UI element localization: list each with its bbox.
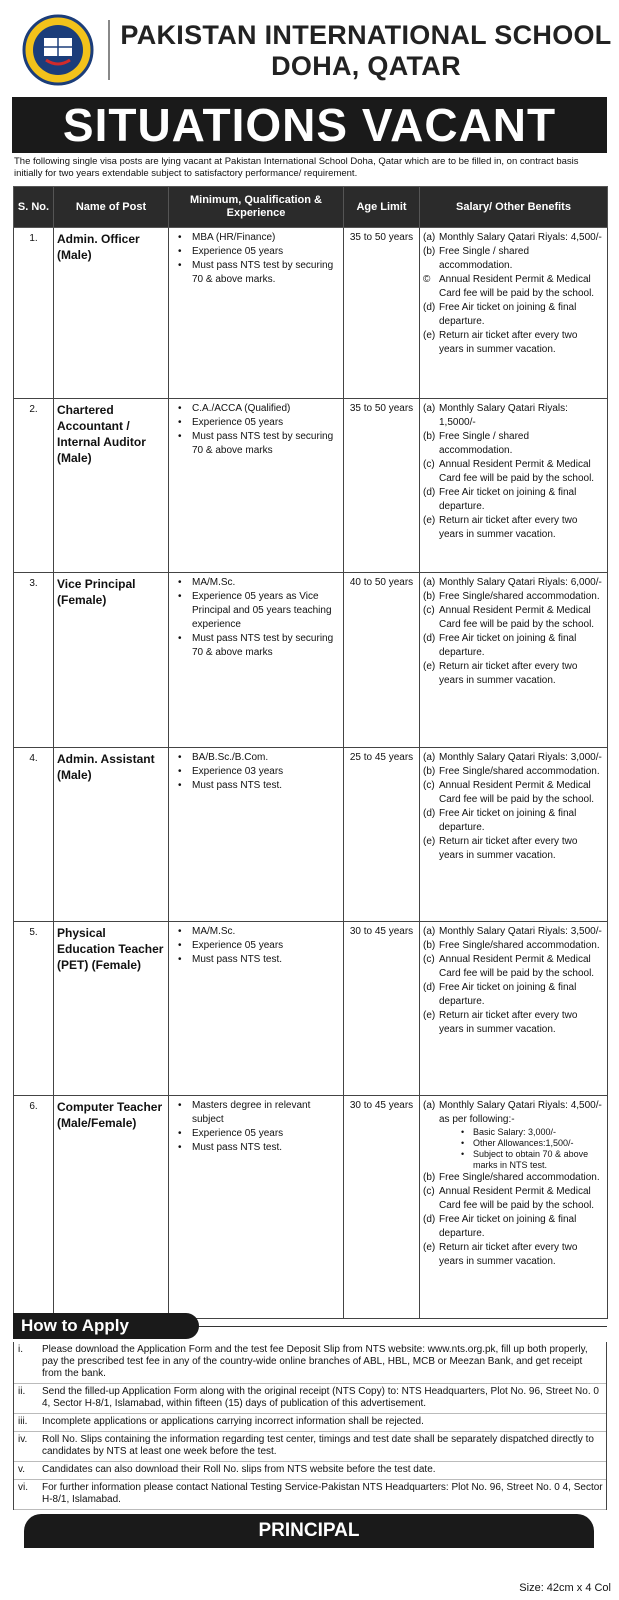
benefit-text — [439, 1213, 604, 1241]
header-divider — [108, 20, 110, 80]
header-salary: Salary/ Other Benefits — [420, 187, 608, 228]
apply-step — [14, 1384, 606, 1414]
qualification-item: • Must pass NTS test by securing 70 & above marks — [172, 632, 340, 660]
qualification-item: • Must pass NTS test by securing 70 & above marks. — [172, 259, 340, 287]
row-sno: 2. — [14, 399, 54, 573]
header — [0, 0, 619, 96]
school-name-line1: PAKISTAN INTERNATIONAL SCHOOL — [120, 20, 612, 50]
row-post-name: Vice Principal (Female) — [54, 573, 169, 748]
benefit-item — [423, 301, 604, 329]
table-row — [14, 573, 608, 748]
qualification-list — [172, 1099, 340, 1155]
benefit-text-content: Free Air ticket on joining & final departure. — [439, 302, 577, 327]
benefit-text-content: Free Air ticket on joining & final departure. — [439, 982, 577, 1007]
row-age-limit: 35 to 50 years — [344, 228, 420, 399]
benefit-text — [439, 430, 604, 458]
benefit-text — [439, 590, 604, 604]
benefit-text — [439, 660, 604, 688]
benefit-item — [423, 751, 604, 765]
situations-vacant-banner: SITUATIONS VACANT — [12, 97, 607, 153]
benefit-text — [439, 231, 604, 245]
benefit-text — [439, 1009, 604, 1037]
salary-breakdown-item: • Subject to obtain 70 & above marks in NTS test. — [457, 1149, 604, 1171]
qualification-item: • Masters degree in relevant subject — [172, 1099, 340, 1127]
how-to-apply-steps — [13, 1342, 607, 1510]
benefit-text — [439, 604, 604, 632]
benefit-label: (c) — [423, 605, 435, 616]
benefit-label: (b) — [423, 766, 436, 777]
qualification-item: • BA/B.Sc./B.Com. — [172, 751, 340, 765]
benefit-label: (d) — [423, 1214, 436, 1225]
benefit-item — [423, 402, 604, 430]
benefit-text — [439, 458, 604, 486]
qualification-item: • Experience 05 years — [172, 245, 340, 259]
apply-step-text: Send the filled-up Application Form along with the original receipt (NTS Copy) to: NTS Headquarters, Plot No. 96, Street No. 0 4, Sector H-8/1, Islamabad, within fifteen (15) days of publication of this advertisement. — [42, 1386, 599, 1409]
benefit-text — [439, 632, 604, 660]
benefit-text-content: Free Single/shared accommodation. — [439, 591, 600, 602]
row-benefits — [420, 1096, 608, 1319]
benefit-text — [439, 245, 604, 273]
qualification-item: • MBA (HR/Finance) — [172, 231, 340, 245]
benefit-text-content: Free Single / shared accommodation. — [439, 246, 530, 271]
benefit-text-content: Return air ticket after every two years in summer vacation. — [439, 1010, 578, 1035]
benefit-item — [423, 765, 604, 779]
benefit-label: (a) — [423, 232, 436, 243]
qualification-item: • MA/M.Sc. — [172, 925, 340, 939]
benefit-text-content: Annual Resident Permit & Medical Card fee will be paid by the school. — [439, 1186, 595, 1211]
benefit-label: (b) — [423, 1172, 436, 1183]
salary-breakdown-item: • Other Allowances:1,500/- — [457, 1138, 604, 1149]
apply-step-text: Incomplete applications or applications carrying incorrect information shall be rejected. — [42, 1416, 424, 1427]
row-age-limit: 40 to 50 years — [344, 573, 420, 748]
benefit-label: (d) — [423, 633, 436, 644]
school-name — [116, 20, 616, 82]
benefit-text-content: Free Air ticket on joining & final departure. — [439, 487, 577, 512]
qualification-list — [172, 402, 340, 458]
benefit-text-content: Free Single/shared accommodation. — [439, 766, 600, 777]
table-row — [14, 1096, 608, 1319]
how-to-apply-header — [13, 1313, 607, 1339]
qualification-list — [172, 751, 340, 793]
benefit-label: (a) — [423, 1100, 436, 1111]
benefit-item — [423, 660, 604, 688]
row-qualifications — [169, 228, 344, 399]
benefit-text-content: Return air ticket after every two years in summer vacation. — [439, 836, 578, 861]
benefit-label: (b) — [423, 940, 436, 951]
benefit-text-content: Return air ticket after every two years in summer vacation. — [439, 1242, 578, 1267]
apply-step-text: Please download the Application Form and the test fee Deposit Slip from NTS website: www.nts.org.pk, fill up both properly, pay the prescribed test fee in any of the country-wide online branches of ABL, HBL, MCB or Meezan Bank, and get receipt from the bank. — [42, 1344, 588, 1379]
benefit-item — [423, 981, 604, 1009]
row-post-name: Admin. Assistant (Male) — [54, 748, 169, 922]
apply-step-text: Roll No. Slips containing the information regarding test center, timings and test date shall be separately dispatched directly to candidates by NTS at least one week before the test. — [42, 1434, 594, 1457]
benefit-text-content: Return air ticket after every two years in summer vacation. — [439, 330, 578, 355]
benefit-label: (d) — [423, 982, 436, 993]
benefit-text-content: Return air ticket after every two years in summer vacation. — [439, 515, 578, 540]
benefit-item — [423, 632, 604, 660]
benefit-text-content: Monthly Salary Qatari Riyals: 4,500/- as per following:- — [439, 1100, 602, 1125]
benefit-text-content: Annual Resident Permit & Medical Card fee will be paid by the school. — [439, 954, 595, 979]
row-benefits — [420, 573, 608, 748]
row-post-name: Physical Education Teacher (PET) (Female) — [54, 922, 169, 1096]
benefit-text — [439, 925, 604, 939]
benefit-item — [423, 273, 604, 301]
benefit-text-content: Monthly Salary Qatari Riyals: 3,000/- — [439, 752, 602, 763]
benefit-label: (b) — [423, 591, 436, 602]
apply-step — [14, 1480, 606, 1510]
row-sno: 1. — [14, 228, 54, 399]
qualification-item: • Experience 05 years as Vice Principal and 05 years teaching experience — [172, 590, 340, 632]
qualification-item: • C.A./ACCA (Qualified) — [172, 402, 340, 416]
qualification-list — [172, 925, 340, 967]
table-row — [14, 399, 608, 573]
school-crest-logo — [22, 14, 94, 86]
benefit-text — [439, 329, 604, 357]
row-post-name: Chartered Accountant / Internal Auditor (Male) — [54, 399, 169, 573]
qualification-item: • MA/M.Sc. — [172, 576, 340, 590]
row-benefits — [420, 748, 608, 922]
row-qualifications — [169, 573, 344, 748]
benefit-label: (a) — [423, 577, 436, 588]
benefit-label: (e) — [423, 330, 436, 341]
benefit-item — [423, 458, 604, 486]
benefit-text-content: Free Single/shared accommodation. — [439, 940, 600, 951]
benefit-item — [423, 590, 604, 604]
benefit-label: (c) — [423, 1186, 435, 1197]
benefit-item — [423, 514, 604, 542]
table-row — [14, 748, 608, 922]
qualification-item: • Must pass NTS test. — [172, 1141, 340, 1155]
apply-step-number: i. — [18, 1344, 23, 1355]
benefit-label: (d) — [423, 487, 436, 498]
row-age-limit: 30 to 45 years — [344, 922, 420, 1096]
benefit-text — [439, 981, 604, 1009]
row-age-limit: 25 to 45 years — [344, 748, 420, 922]
qualification-item: • Must pass NTS test. — [172, 779, 340, 793]
qualification-item: • Experience 05 years — [172, 939, 340, 953]
apply-step — [14, 1342, 606, 1384]
benefit-text — [439, 486, 604, 514]
salary-breakdown-item: • Basic Salary: 3,000/- — [457, 1127, 604, 1138]
benefit-label: (e) — [423, 1010, 436, 1021]
benefit-text — [439, 939, 604, 953]
benefit-item — [423, 939, 604, 953]
qualification-item: • Must pass NTS test. — [172, 953, 340, 967]
benefit-item — [423, 1099, 604, 1171]
ad-size-note: Size: 42cm x 4 Col — [519, 1582, 611, 1594]
benefit-text-content: Annual Resident Permit & Medical Card fee will be paid by the school. — [439, 459, 595, 484]
intro-paragraph: The following single visa posts are lying vacant at Pakistan International School Doha, Qatar which are to be filled in, on contract basis initially for two years extendable subject to satisfactory performance/ requirement. — [14, 156, 579, 179]
how-to-apply-title: How to Apply — [13, 1313, 199, 1339]
benefit-item — [423, 1241, 604, 1269]
table-row — [14, 228, 608, 399]
apply-step-number: iii. — [18, 1416, 28, 1427]
header-sno: S. No. — [14, 187, 54, 228]
benefit-item — [423, 430, 604, 458]
row-benefits — [420, 228, 608, 399]
benefit-item — [423, 1009, 604, 1037]
qualification-list — [172, 576, 340, 660]
benefit-label: (a) — [423, 752, 436, 763]
benefit-item — [423, 779, 604, 807]
benefit-item — [423, 486, 604, 514]
benefit-label: (a) — [423, 403, 436, 414]
principal-signature: PRINCIPAL — [24, 1514, 594, 1548]
row-age-limit: 30 to 45 years — [344, 1096, 420, 1319]
qualification-item: • Experience 03 years — [172, 765, 340, 779]
benefit-text-content: Monthly Salary Qatari Riyals: 1,5000/- — [439, 403, 568, 428]
benefit-label: (c) — [423, 954, 435, 965]
benefit-text-content: Free Air ticket on joining & final departure. — [439, 808, 577, 833]
vacancies-table — [13, 186, 608, 1319]
benefit-text — [439, 402, 604, 430]
benefit-item — [423, 1171, 604, 1185]
apply-step-number: vi. — [18, 1482, 28, 1493]
row-qualifications — [169, 399, 344, 573]
apply-step-number: v. — [18, 1464, 26, 1475]
benefit-label: © — [423, 274, 431, 285]
header-age: Age Limit — [344, 187, 420, 228]
benefit-text-content: Annual Resident Permit & Medical Card fee will be paid by the school. — [439, 274, 595, 299]
row-qualifications — [169, 1096, 344, 1319]
apply-step — [14, 1432, 606, 1462]
benefit-label: (e) — [423, 836, 436, 847]
apply-step — [14, 1414, 606, 1432]
benefit-text — [439, 1185, 604, 1213]
benefit-item — [423, 807, 604, 835]
benefit-item — [423, 576, 604, 590]
apply-step-number: iv. — [18, 1434, 28, 1445]
benefit-item — [423, 953, 604, 981]
benefit-text-content: Free Single / shared accommodation. — [439, 431, 530, 456]
benefit-text-content: Free Air ticket on joining & final departure. — [439, 633, 577, 658]
benefit-text — [439, 835, 604, 863]
benefit-label: (a) — [423, 926, 436, 937]
benefit-label: (b) — [423, 431, 436, 442]
benefit-text-content: Monthly Salary Qatari Riyals: 4,500/- — [439, 232, 602, 243]
benefit-text — [439, 1241, 604, 1269]
benefit-item — [423, 1213, 604, 1241]
table-header-row — [14, 187, 608, 228]
row-post-name: Computer Teacher (Male/Female) — [54, 1096, 169, 1319]
benefit-label: (e) — [423, 1242, 436, 1253]
qualification-item: • Experience 05 years — [172, 416, 340, 430]
benefit-item — [423, 231, 604, 245]
row-sno: 6. — [14, 1096, 54, 1319]
row-benefits — [420, 399, 608, 573]
benefit-text — [439, 751, 604, 765]
benefit-label: (b) — [423, 246, 436, 257]
how-to-apply-rule — [183, 1326, 607, 1327]
benefit-text-content: Annual Resident Permit & Medical Card fee will be paid by the school. — [439, 780, 595, 805]
row-qualifications — [169, 922, 344, 1096]
row-qualifications — [169, 748, 344, 922]
benefit-text-content: Annual Resident Permit & Medical Card fee will be paid by the school. — [439, 605, 595, 630]
row-sno: 3. — [14, 573, 54, 748]
benefit-text — [439, 1171, 604, 1185]
school-name-line2: DOHA, QATAR — [271, 51, 461, 81]
benefit-text-content: Free Air ticket on joining & final departure. — [439, 1214, 577, 1239]
row-benefits — [420, 922, 608, 1096]
table-row — [14, 922, 608, 1096]
benefit-item — [423, 835, 604, 863]
benefit-label: (e) — [423, 515, 436, 526]
benefit-text — [439, 765, 604, 779]
apply-step-text: For further information please contact National Testing Service-Pakistan NTS Headquarters: Plot No. 96, Street No. 0 4, Sector H-8/1, Islamabad. — [42, 1482, 603, 1505]
row-age-limit: 35 to 50 years — [344, 399, 420, 573]
benefit-item — [423, 604, 604, 632]
salary-breakdown-list — [457, 1127, 604, 1171]
apply-step-number: ii. — [18, 1386, 26, 1397]
benefit-text-content: Return air ticket after every two years in summer vacation. — [439, 661, 578, 686]
benefit-label: (c) — [423, 780, 435, 791]
benefit-item — [423, 1185, 604, 1213]
row-sno: 5. — [14, 922, 54, 1096]
benefit-label: (c) — [423, 459, 435, 470]
benefit-text — [439, 953, 604, 981]
benefit-text — [439, 301, 604, 329]
benefit-text — [439, 514, 604, 542]
benefit-label: (e) — [423, 661, 436, 672]
benefit-item — [423, 925, 604, 939]
benefit-text — [439, 576, 604, 590]
benefit-text-content: Free Single/shared accommodation. — [439, 1172, 600, 1183]
qualification-item: • Experience 05 years — [172, 1127, 340, 1141]
benefit-text — [439, 1099, 604, 1171]
qualification-list — [172, 231, 340, 287]
benefit-text-content: Monthly Salary Qatari Riyals: 6,000/- — [439, 577, 602, 588]
benefit-item — [423, 245, 604, 273]
row-sno: 4. — [14, 748, 54, 922]
benefit-label: (d) — [423, 808, 436, 819]
header-post: Name of Post — [54, 187, 169, 228]
benefit-text — [439, 779, 604, 807]
qualification-item: • Must pass NTS test by securing 70 & above marks — [172, 430, 340, 458]
benefit-text — [439, 807, 604, 835]
benefit-text-content: Monthly Salary Qatari Riyals: 3,500/- — [439, 926, 602, 937]
apply-step-text: Candidates can also download their Roll No. slips from NTS website before the test date. — [42, 1464, 436, 1475]
benefit-item — [423, 329, 604, 357]
header-qualification: Minimum, Qualification & Experience — [169, 187, 344, 228]
apply-step — [14, 1462, 606, 1480]
benefit-label: (d) — [423, 302, 436, 313]
row-post-name: Admin. Officer (Male) — [54, 228, 169, 399]
benefit-text — [439, 273, 604, 301]
